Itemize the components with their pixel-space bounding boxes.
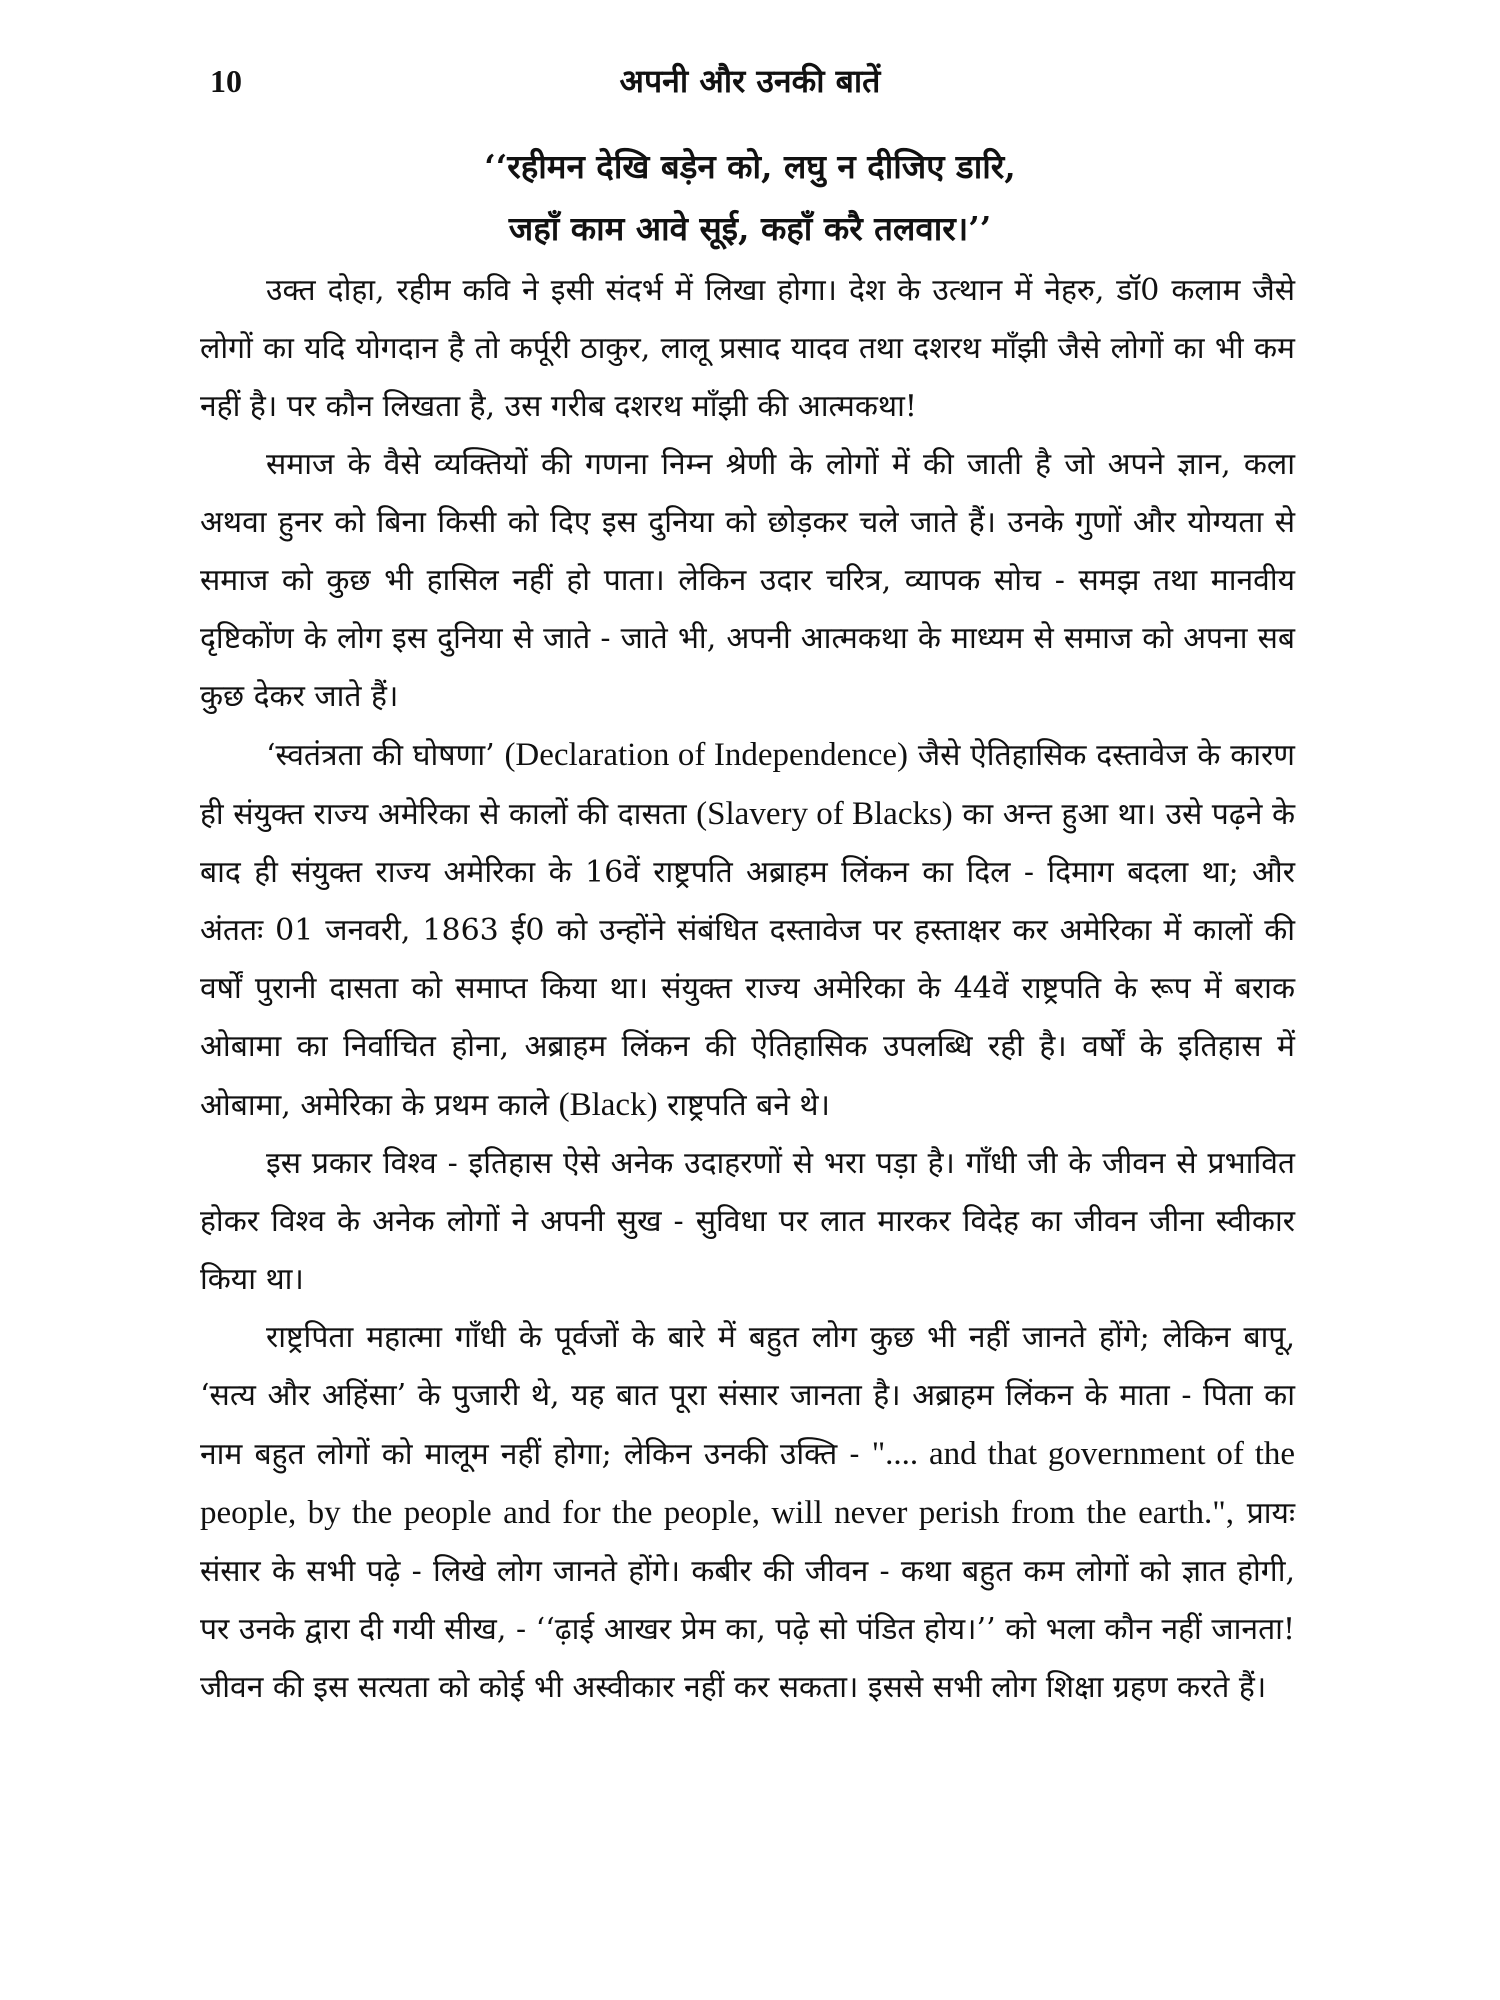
page-header (200, 56, 1300, 106)
paragraph-4: इस प्रकार विश्व - इतिहास ऐसे अनेक उदाहरणों से भरा पड़ा है। गाँधी जी के जीवन से प्रभावित होकर विश्व के अनेक लोगों ने अपनी सुख - सुविधा पर लात मारकर विदेह का जीवन जीना स्वीकार किया था। (200, 1146, 1295, 1297)
body-text (200, 262, 1295, 1717)
paragraph-3-part-e: का अन्त हुआ था। उसे पढ़ने के बाद ही संयुक्त राज्य अमेरिका के 16वें राष्ट्रपति अब्राहम लिंकन का दिल - दिमाग बदला था; और अंततः 01 जनवरी, 1863 ई0 को उन्होंने संबंधित दस्तावेज पर हस्ताक्षर कर अमेरिका में कालों की वर्षों पुरानी दासता को समाप्त किया था। संयुक्त राज्य अमेरिका के 44वें राष्ट्रपति के रूप में बराक ओबामा का निर्वाचित होना, अब्राहम लिंकन की ऐतिहासिक उपलब्धि रही है। वर्षों के इतिहास में ओबामा, अमेरिका के प्रथम काले (200, 797, 1295, 1123)
paragraph-5-part-c: प्रायः संसार के सभी पढ़े - लिखे लोग जानते होंगे। कबीर की जीवन - कथा बहुत कम लोगों को ज्ञात होगी, पर उनके द्वारा दी गयी सीख, - ‘‘ढ़ाई आखर प्रेम का, पढ़े सो पंडित होय।’’ को भला कौन नहीं जानता! जीवन की इस सत्यता को कोई भी अस्वीकार नहीं कर सकता। इससे सभी लोग शिक्षा ग्रहण करते हैं। (200, 1496, 1296, 1705)
doha-line-1: ‘‘रहीमन देखि बड़ेन को, लघु न दीजिए डारि, (484, 147, 1016, 186)
paragraph-3 (200, 726, 1295, 1135)
paragraph-2: समाज के वैसे व्यक्तियों की गणना निम्न श्रेणी के लोगों में की जाती है जो अपने ज्ञान, कला अथवा हुनर को बिना किसी को दिए इस दुनिया को छोड़कर चले जाते हैं। उनके गुणों और योग्यता से समाज को कुछ भी हासिल नहीं हो पाता। लेकिन उदार चरित्र, व्यापक सोच - समझ तथा मानवीय दृष्टिकोंण के लोग इस दुनिया से जाते - जाते भी, अपनी आत्मकथा के माध्यम से समाज को अपना सब कुछ देकर जाते हैं। (200, 447, 1295, 714)
page-number: 10 (210, 63, 242, 99)
paragraph-3-part-a: ‘स्वतंत्रता की घोषणा’ (266, 738, 505, 773)
paragraph-3-english-declaration: (Declaration of Independence) (504, 737, 909, 773)
paragraph-5-part-a: राष्ट्रपिता महात्मा गाँधी के पूर्वजों के बारे में बहुत लोग कुछ भी नहीं जानते होंगे; लेकिन बापू, ‘सत्य और अहिंसा’ के पुजारी थे, यह बात पूरा संसार जानता है। अब्राहम लिंकन के माता - पिता का नाम बहुत लोगों को मालूम नहीं होगा; लेकिन उनकी उक्ति - (200, 1320, 1295, 1472)
running-title: अपनी और उनकी बातें (619, 62, 881, 100)
paragraph-1: उक्त दोहा, रहीम कवि ने इसी संदर्भ में लिखा होगा। देश के उत्थान में नेहरु, डॉ0 कलाम जैसे लोगों का यदि योगदान है तो कर्पूरी ठाकुर, लालू प्रसाद यादव तथा दशरथ माँझी जैसे लोगों का भी कम नहीं है। पर कौन लिखता है, उस गरीब दशरथ माँझी की आत्मकथा! (200, 273, 1295, 424)
doha-quote (200, 136, 1300, 260)
paragraph-5-english-quote: ".... and that government of the people, by the people and for the people, will never perish from the earth.", (200, 1436, 1296, 1531)
paragraph-5 (200, 1309, 1295, 1717)
doha-line-2: जहाँ काम आवे सूई, कहाँ करै तलवार।’’ (508, 209, 992, 248)
paragraph-3-english-black: (Black) (558, 1087, 658, 1123)
paragraph-3-part-c: जैसे ऐतिहासिक दस्तावेज के कारण ही संयुक्त राज्य अमेरिका से कालों की दासता (200, 738, 1295, 832)
paragraph-3-part-g: राष्ट्रपति बने थे। (657, 1088, 830, 1123)
paragraph-3-english-slavery: (Slavery of Blacks) (696, 796, 953, 832)
